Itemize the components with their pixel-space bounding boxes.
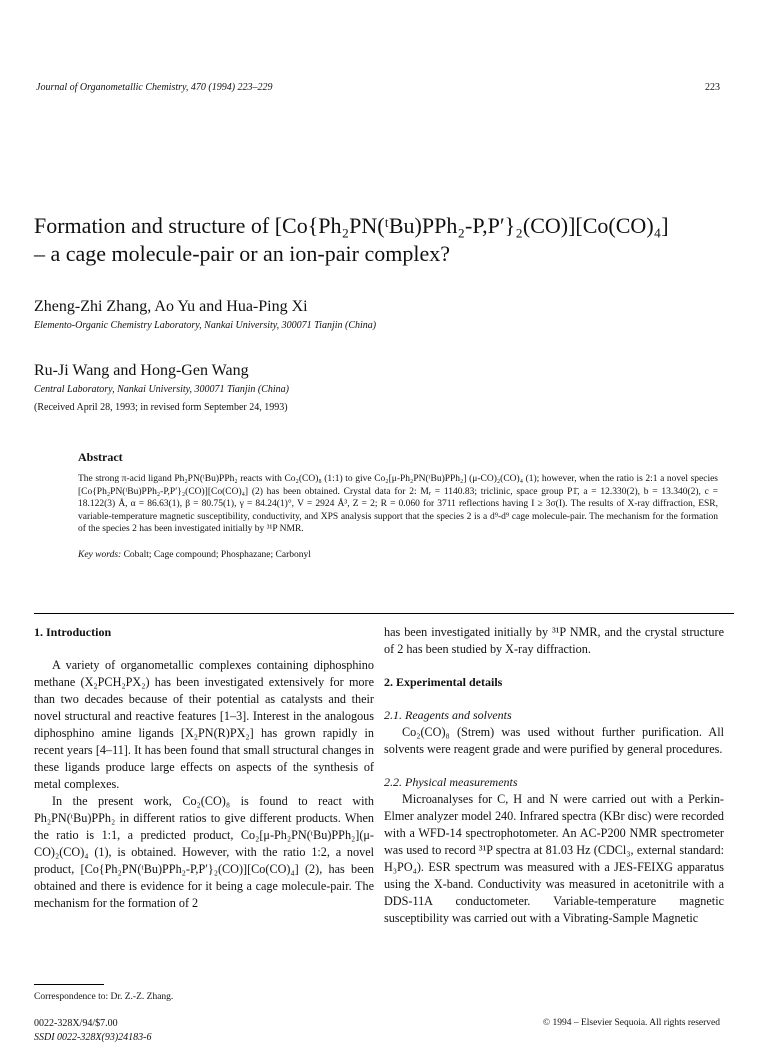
intro-paragraph-1: A variety of organometallic complexes containing diphosphino methane (X₂PCH₂PX₂) has been investigated extensively for more than two decades because of their potential as catalysts and their novel structural and reactive features [1–3]. Interest in the analogous diphosphino amine ligands [X₂PN(R)PX₂] has grown rapidly in recent years [4–11]. It has been found that small structural changes in these ligands produce large effects on aspects of the synthesis of metal complexes. — [34, 658, 374, 791]
abstract-heading: Abstract — [78, 450, 123, 464]
right-column — [384, 624, 724, 927]
copyright-notice: © 1994 – Elsevier Sequoia. All rights reserved — [542, 1018, 720, 1028]
authors-group-2: Ru-Ji Wang and Hong-Gen Wang — [34, 362, 249, 379]
affiliation-1: Elemento-Organic Chemistry Laboratory, Nankai University, 300071 Tianjin (China) — [34, 320, 377, 331]
keywords-list: Cobalt; Cage compound; Phosphazane; Carbonyl — [123, 549, 311, 560]
keywords-label: Key words: — [78, 549, 122, 560]
authors-group-1: Zheng-Zhi Zhang, Ao Yu and Hua-Ping Xi — [34, 298, 308, 315]
section-heading-introduction: 1. Introduction — [34, 625, 112, 639]
footnote-divider — [34, 984, 104, 985]
left-column — [34, 624, 374, 912]
title-line-1: Formation and structure of [Co{Ph₂PN(ᵗBu)PPh₂-P,P′}₂(CO)][Co(CO)₄] — [34, 213, 669, 238]
section-heading-experimental: 2. Experimental details — [384, 675, 503, 689]
title-line-2: – a cage molecule-pair or an ion-pair complex? — [34, 241, 450, 266]
affiliation-2: Central Laboratory, Nankai University, 300071 Tianjin (China) — [34, 384, 290, 395]
journal-citation: Journal of Organometallic Chemistry, 470 (1994) 223–229 — [36, 82, 273, 93]
ssdi-code: SSDI 0022-328X(93)24183-6 — [34, 1032, 152, 1043]
page-number: 223 — [705, 82, 720, 93]
subsection-physical-measurements: 2.2. Physical measurements — [384, 775, 518, 789]
article-title — [34, 212, 744, 268]
keywords — [78, 550, 718, 560]
received-dates: (Received April 28, 1993; in revised form September 24, 1993) — [34, 402, 288, 413]
right-paragraph-continued: has been investigated initially by ³¹P NMR, and the crystal structure of 2 has been studied by X-ray diffraction. — [384, 625, 724, 656]
section-divider — [34, 613, 734, 614]
measurements-paragraph: Microanalyses for C, H and N were carried out with a Perkin-Elmer analyzer model 240. Infrared spectra (KBr disc) were recorded with a WFD-14 spectrophotometer. An AC-P200 NMR spectrometer was used to record ³¹P spectra at 81.03 Hz (CDCl₃, external standard: H₃PO₄). ESR spectrum was measured with a JES-FEIXG apparatus using the X-band. Conductivity was measured in acetonitrile with a DDS-11A conductometer. Variable-temperature magnetic susceptibility was carried out with a Vibrating-Sample Magnetic — [384, 792, 724, 925]
reagents-paragraph: Co₂(CO)₈ (Strem) was used without further purification. All solvents were reagent grade and were purified by general procedures. — [384, 725, 724, 756]
issn-code: 0022-328X/94/$7.00 — [34, 1018, 118, 1029]
intro-paragraph-2: In the present work, Co₂(CO)₈ is found to react with Ph₂PN(ᵗBu)PPh₂ in different ratios to give different products. When the ratio is 1:1, a predicted product, Co₂[μ-Ph₂PN(ᵗBu)PPh₂](μ-CO)₂(CO)₄ (1), is obtained. However, with the ratio 1:2, a novel product, [Co{Ph₂PN(ᵗBu)PPh₂-P,P′}₂(CO)][Co(CO)₄] (2), has been obtained and there is evidence for it being a cage molecule-pair. The mechanism for the formation of 2 — [34, 794, 374, 910]
abstract-section — [78, 450, 718, 560]
correspondence-note: Correspondence to: Dr. Z.-Z. Zhang. — [34, 992, 174, 1002]
subsection-reagents: 2.1. Reagents and solvents — [384, 708, 512, 722]
abstract-text: The strong π-acid ligand Ph₂PN(ᵗBu)PPh₂ reacts with Co₂(CO)₈ (1:1) to give Co₂[μ-Ph₂PN(ᵗBu)PPh₂] (μ-CO)₂(CO)₄ (1); however, when the ratio is 2:1 a novel species [Co{Ph₂PN(ᵗBu)PPh₂-P,P′}₂(CO)][Co(CO)₄] (2) has been obtained. Crystal data for 2: Mᵣ = 1140.83; triclinic, space group P1̄, a = 12.330(2), b = 13.340(2), c = 18.122(3) Å, α = 86.63(1), β = 80.75(1), γ = 84.24(1)°, V = 2924 Å³, Z = 2; R = 0.060 for 3711 reflections having I ≥ 3σ(I). The results of X-ray diffraction, ESR, variable-temperature magnetic susceptibility, conductivity, and XPS analysis support that the species 2 is a d⁹-d⁹ cage molecule-pair. The mechanism for the formation of the species 2 has been investigated initially by ³¹P NMR. — [78, 474, 718, 534]
